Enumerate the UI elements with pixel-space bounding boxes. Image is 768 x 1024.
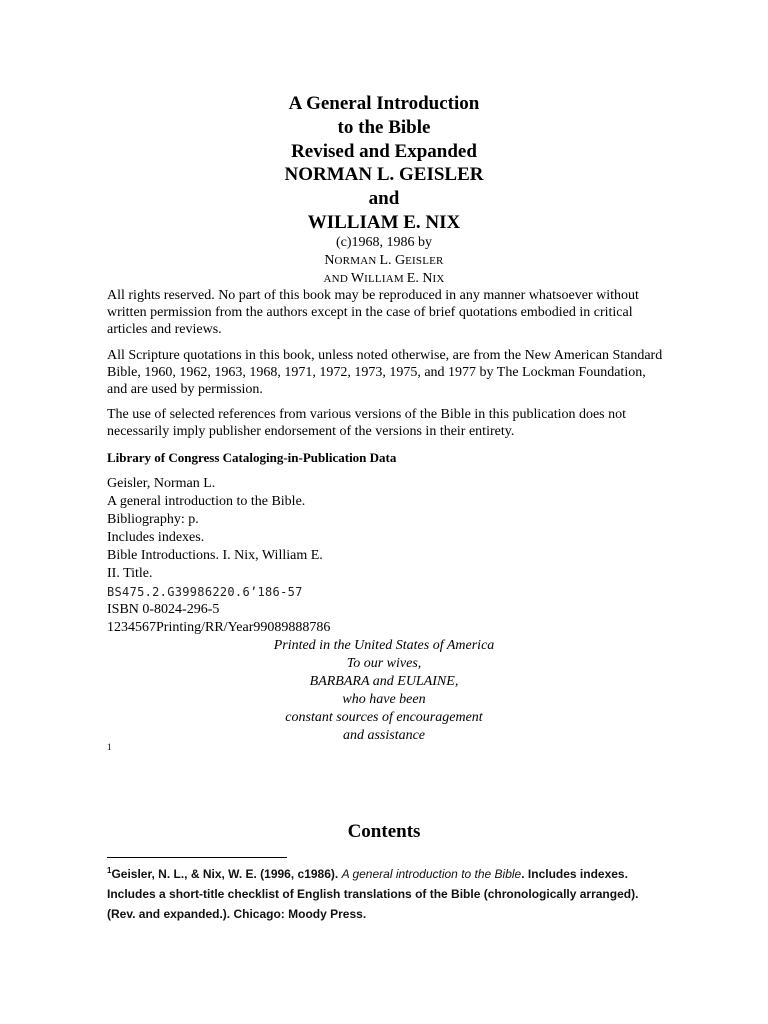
- scripture-paragraph: All Scripture quotations in this book, unless noted otherwise, are from the New American Standard Bible, 1960, 1962, 1963, 1968, 1971, 1972, 1973, 1975, and 1977 by The Lockman Foundation, and are used by permission.: [107, 348, 663, 397]
- cip-list: [107, 475, 330, 637]
- versions-paragraph: The use of selected references from various versions of the Bible in this publication does not necessarily imply publisher endorsement of the versions in their entirety.: [107, 407, 627, 439]
- call-number: BS475.2.G39986220.6’186-57: [107, 585, 303, 599]
- footnote-separator: [107, 857, 287, 858]
- copyright-block: [0, 234, 768, 289]
- isbn: ISBN 0-8024-296-5: [107, 602, 220, 617]
- title-line-1: A General Introduction: [288, 93, 480, 114]
- author-2: WILLIAM E. NIX: [307, 211, 461, 233]
- footnote-book-title: A general introduction to the Bible: [341, 867, 522, 881]
- cip-line: Geisler, Norman L.: [107, 476, 216, 491]
- dedication-line: who have been: [342, 692, 426, 707]
- footnote-number: 1: [107, 866, 112, 875]
- dedication-line: BARBARA and EULAINE,: [309, 674, 459, 689]
- footnote-details: . Includes indexes. Includes a short-title checklist of English translations of the Bible (chronologically arranged). (Rev. and expanded.). Chicago: Moody Press.: [107, 867, 639, 921]
- cip-line: Bible Introductions. I. Nix, William E.: [107, 548, 323, 563]
- title-line-2: to the Bible: [337, 116, 431, 138]
- footnote: [107, 864, 667, 924]
- dedication-line: To our wives,: [346, 656, 422, 671]
- cip-heading: Library of Congress Cataloging-in-Publication Data: [107, 450, 397, 465]
- contents-heading: Contents: [347, 821, 421, 842]
- title-line-3: Revised and Expanded: [291, 140, 477, 162]
- rights-paragraph: All rights reserved. No part of this book may be reproduced in any manner whatsoever without written permission from the authors except in the case of brief quotations embodied in critical articles and reviews.: [107, 288, 639, 337]
- cip-line: II. Title.: [107, 566, 153, 581]
- author-1: NORMAN L. GEISLER: [284, 164, 484, 186]
- copyright-year: (c)1968, 1986 by: [335, 235, 433, 250]
- dedication-line: constant sources of encouragement: [285, 710, 483, 725]
- book-title-block: [0, 92, 768, 235]
- printing-line: 1234567Printing/RR/Year99089888786: [107, 620, 331, 635]
- copyright-holder-1: NORMAN L. GEISLER: [324, 252, 444, 268]
- footnote-authors: Geisler, N. L., & Nix, W. E. (1996, c1986).: [111, 867, 342, 881]
- dedication-line: and assistance: [342, 728, 426, 743]
- copyright-holder-2: AND WILLIAM E. NIX: [323, 271, 445, 286]
- cip-line: A general introduction to the Bible.: [107, 494, 306, 509]
- cip-line: Bibliography: p.: [107, 512, 199, 527]
- title-conjunction: and: [368, 188, 400, 210]
- printed-in-line: Printed in the United States of America: [273, 638, 495, 653]
- dedication-block: [0, 637, 768, 745]
- cip-line: Includes indexes.: [107, 530, 205, 545]
- footnote-reference-mark: 1: [107, 742, 112, 752]
